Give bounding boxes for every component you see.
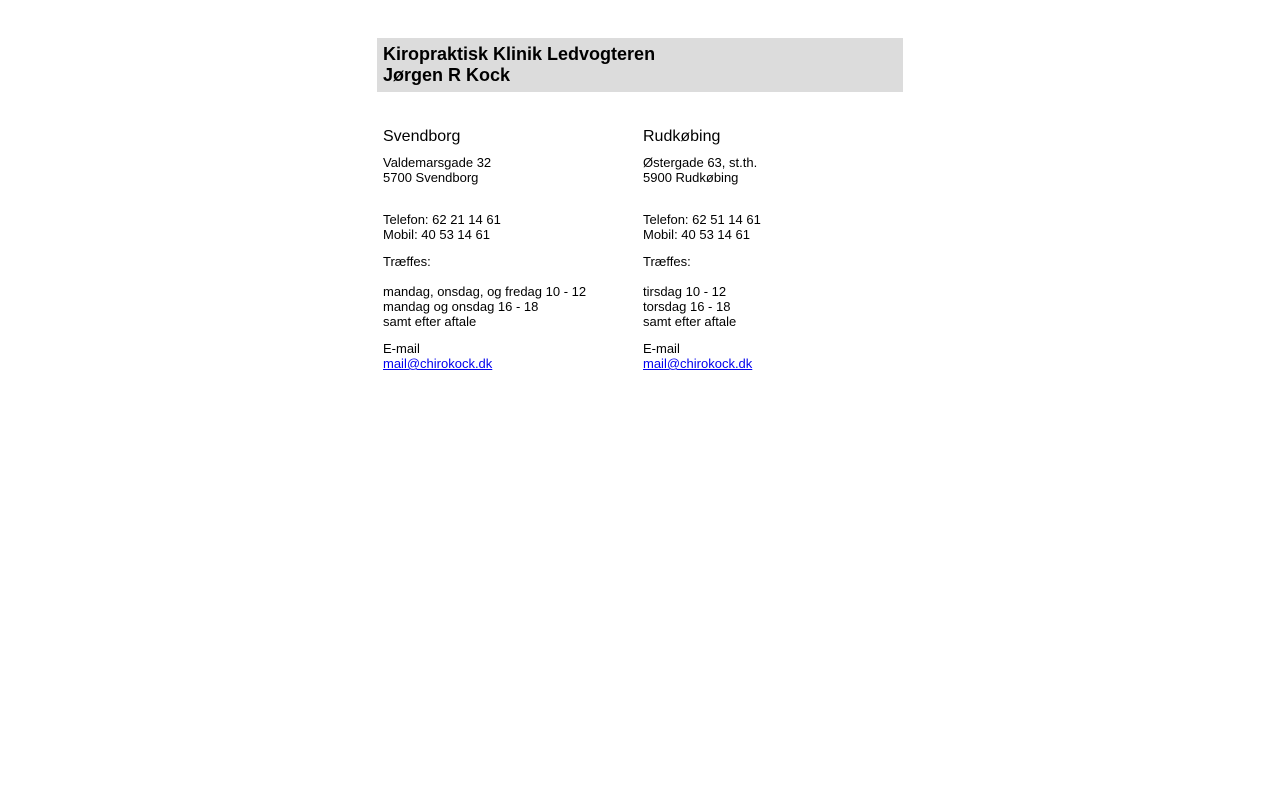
hours-label: Træffes: — [383, 254, 431, 269]
location-phones — [383, 212, 643, 242]
email-label: E-mail — [383, 341, 420, 356]
email-section — [383, 341, 643, 371]
clinic-name: Kiropraktisk Klinik Ledvogteren — [383, 44, 656, 64]
email-section — [643, 341, 903, 371]
hours-line: mandag, onsdag, og fredag 10 - 12 — [383, 284, 587, 299]
location-city: Rudkøbing — [643, 128, 721, 145]
hours-line: samt efter aftale — [643, 314, 737, 329]
location-address — [643, 155, 903, 212]
address-postal: 5700 Svendborg — [383, 170, 479, 185]
hours-label: Træffes: — [643, 254, 691, 269]
hours-line: mandag og onsdag 16 - 18 — [383, 299, 539, 314]
address-street: Østergade 63, st.th. — [643, 155, 758, 170]
hours-line: samt efter aftale — [383, 314, 477, 329]
opening-hours — [383, 284, 643, 329]
opening-hours — [643, 284, 903, 329]
location-city: Svendborg — [383, 128, 461, 145]
email-link[interactable]: mail@chirokock.dk — [643, 356, 753, 371]
mobile-number: Mobil: 40 53 14 61 — [383, 227, 490, 242]
header-banner — [377, 38, 903, 92]
person-name: Jørgen R Kock — [383, 65, 511, 85]
hours-line: torsdag 16 - 18 — [643, 299, 731, 314]
phone-number: Telefon: 62 21 14 61 — [383, 212, 501, 227]
location-svendborg — [383, 127, 643, 371]
location-rudkobing — [643, 127, 903, 371]
location-phones — [643, 212, 903, 242]
mobile-number: Mobil: 40 53 14 61 — [643, 227, 750, 242]
email-link[interactable]: mail@chirokock.dk — [383, 356, 493, 371]
location-address — [383, 155, 643, 212]
page-container — [377, 38, 903, 371]
locations — [377, 127, 903, 371]
email-label: E-mail — [643, 341, 680, 356]
address-postal: 5900 Rudkøbing — [643, 170, 739, 185]
address-street: Valdemarsgade 32 — [383, 155, 492, 170]
hours-line: tirsdag 10 - 12 — [643, 284, 727, 299]
phone-number: Telefon: 62 51 14 61 — [643, 212, 761, 227]
